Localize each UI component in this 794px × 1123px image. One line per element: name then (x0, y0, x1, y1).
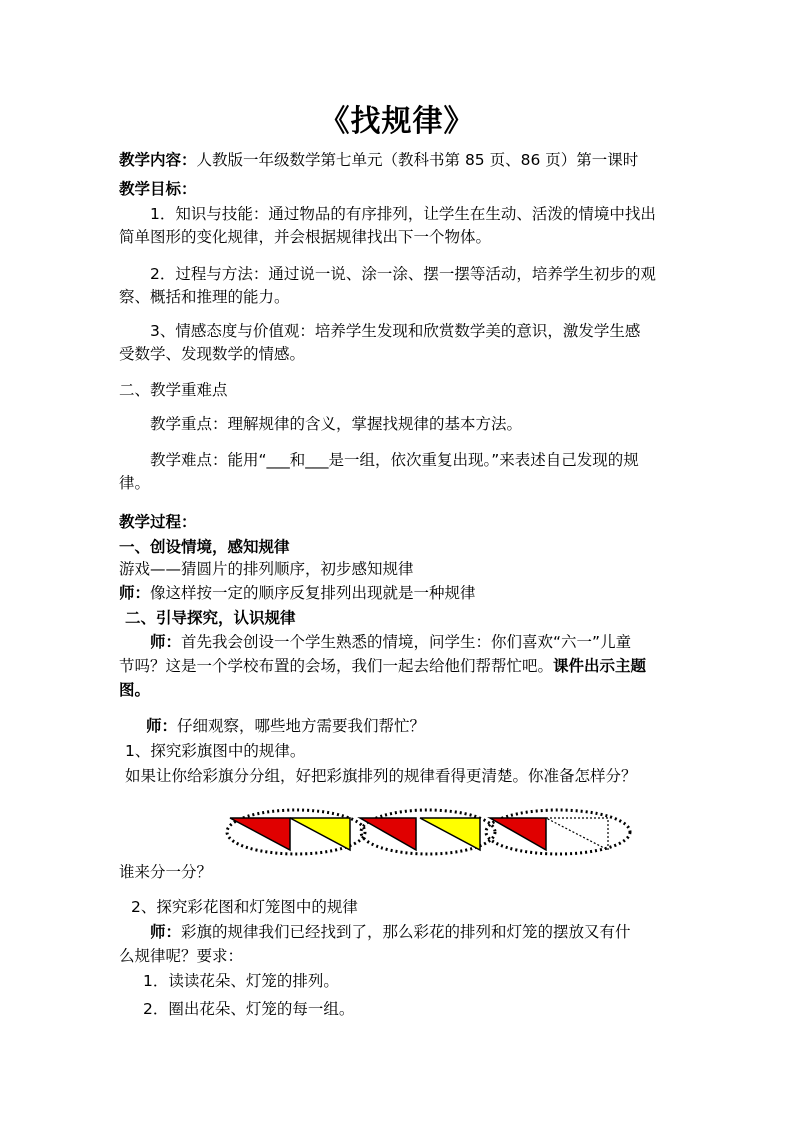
requirement-1: 1．读读花朵、灯笼的排列。 (143, 972, 339, 990)
section2-heading: 二、引导探究，认识规律 (125, 609, 296, 627)
content-label: 教学内容： (119, 151, 197, 169)
teaching-content (119, 150, 679, 170)
who-divides: 谁来分一分？ (119, 863, 213, 881)
teacher-text-4-line2: 么规律呢？要求： (119, 947, 244, 965)
teacher-label: 师： (119, 584, 151, 602)
goal1-line1: 1．知识与技能：通过物品的有序排列，让学生在生动、活泼的情境中找出 (150, 205, 656, 223)
difficulty-line2: 律。 (119, 474, 151, 492)
keypoints-heading: 二、教学重难点 (119, 381, 228, 399)
game-text: 游戏——猜圆片的排列顺序，初步感知规律 (119, 560, 414, 578)
goal2-line2: 察、概括和推理的能力。 (119, 288, 290, 306)
teacher-remark-4-line1 (150, 922, 710, 942)
page-title: 《找规律》 (319, 104, 475, 139)
blank-flag (546, 818, 608, 850)
difficulty-line1: 教学难点：能用“___和___是一组，依次重复出现。”来表述自己发现的规 (150, 451, 639, 469)
teacher-text-2-line2a: 节吗？这是一个学校布置的会场，我们一起去给他们帮帮忙吧。 (119, 657, 554, 675)
requirement-2: 2．圈出花朵、灯笼的每一组。 (143, 1000, 355, 1018)
goal3-line2: 受数学、发现数学的情感。 (119, 345, 306, 363)
red-flag (230, 818, 290, 850)
teacher-remark-3 (146, 716, 706, 736)
teacher-text-1: 像这样按一定的顺序反复排列出现就是一种规律 (150, 584, 476, 602)
goal3-line1: 3、情感态度与价值观：培养学生发现和欣赏数学美的意识，激发学生感 (150, 322, 641, 340)
teacher-label: 师： (146, 717, 178, 735)
teacher-text-2-line1: 首先我会创设一个学生熟悉的情境，问学生：你们喜欢“六一”儿童 (181, 633, 632, 651)
step1: 1、探究彩旗图中的规律。 (125, 742, 306, 760)
teacher-label: 师： (150, 633, 182, 651)
flag-diagram (224, 806, 636, 858)
section1-heading: 一、创设情境，感知规律 (119, 538, 290, 556)
content-text: 人教版一年级数学第七单元（教科书第 85 页、86 页）第一课时 (196, 151, 639, 169)
teacher-label: 师： (150, 923, 182, 941)
yellow-flag (420, 818, 480, 850)
step1-question: 如果让你给彩旗分分组，好把彩旗排列的规律看得更清楚。你准备怎样分？ (125, 767, 637, 785)
goals-label: 教学目标： (119, 180, 197, 198)
teacher-remark-2-line2 (119, 656, 679, 676)
teacher-text-4-line1: 彩旗的规律我们已经找到了，那么彩花的排列和灯笼的摆放又有什 (181, 923, 631, 941)
step2: 2、探究彩花图和灯笼图中的规律 (131, 898, 358, 916)
teacher-text-3: 仔细观察，哪些地方需要我们帮忙？ (177, 717, 426, 735)
yellow-flag (290, 818, 350, 850)
red-flag (360, 818, 416, 850)
teacher-text-2-line2b: 课件出示主题 (553, 657, 647, 675)
goal1-line2: 简单图形的变化规律，并会根据规律找出下一个物体。 (119, 228, 492, 246)
red-flag (490, 818, 546, 850)
process-label: 教学过程： (119, 513, 197, 531)
teacher-remark-2-line1 (150, 632, 710, 652)
teacher-remark-1 (119, 583, 679, 603)
teacher-text-2-line3: 图。 (119, 681, 151, 699)
keypoint: 教学重点：理解规律的含义，掌握找规律的基本方法。 (150, 415, 523, 433)
goal2-line1: 2．过程与方法：通过说一说、涂一涂、摆一摆等活动，培养学生初步的观 (150, 265, 656, 283)
